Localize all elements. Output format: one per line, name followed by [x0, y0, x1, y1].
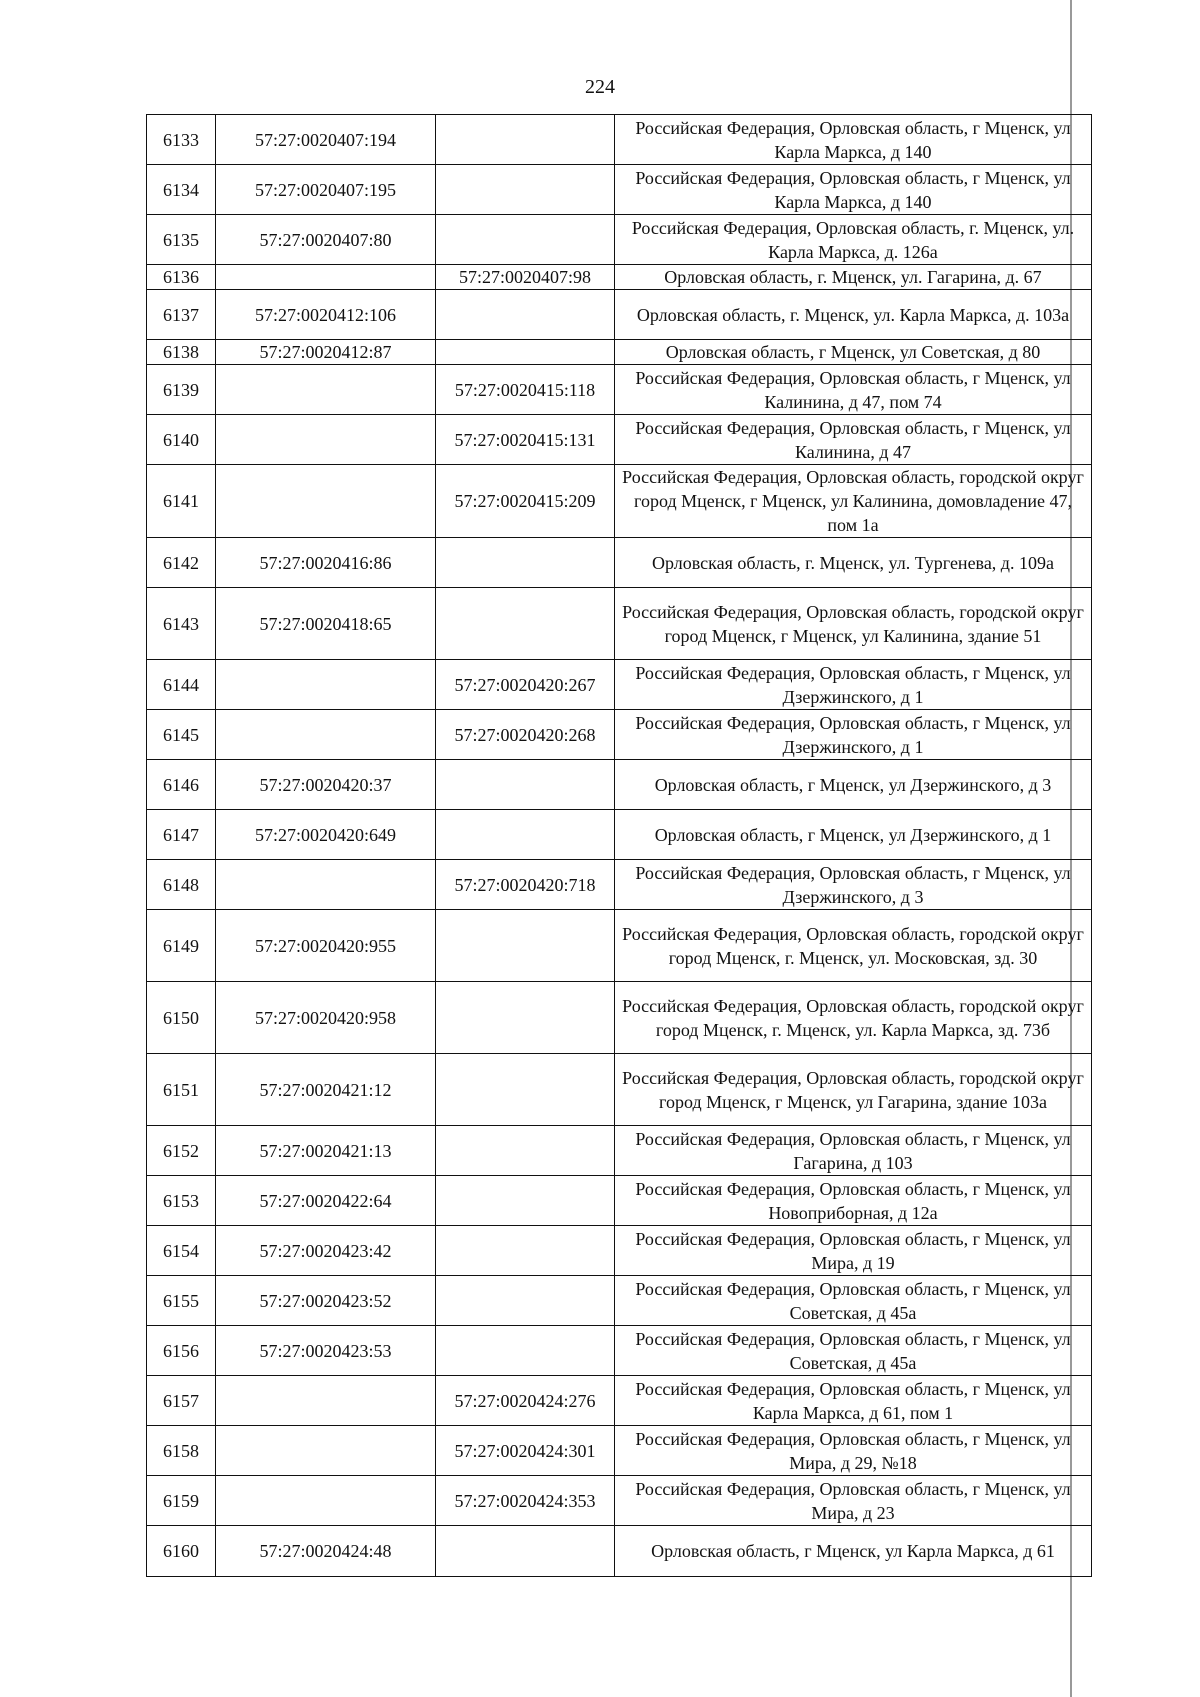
address-cell: Российская Федерация, Орловская область, г Мценск, ул Карла Маркса, д 140 — [615, 165, 1092, 215]
cadastral-number-cell: 57:27:0020412:106 — [216, 290, 436, 340]
linked-cadastral-number-cell — [436, 1054, 615, 1126]
cadastral-number-cell: 57:27:0020407:80 — [216, 215, 436, 265]
row-number-cell: 6146 — [147, 760, 216, 810]
row-number-cell: 6143 — [147, 588, 216, 660]
address-cell: Российская Федерация, Орловская область, г Мценск, ул Калинина, д 47, пом 74 — [615, 365, 1092, 415]
register-table — [146, 114, 1092, 1577]
row-number-cell: 6157 — [147, 1376, 216, 1426]
row-number-cell: 6155 — [147, 1276, 216, 1326]
linked-cadastral-number-cell — [436, 340, 615, 365]
linked-cadastral-number-cell: 57:27:0020420:718 — [436, 860, 615, 910]
linked-cadastral-number-cell — [436, 1126, 615, 1176]
row-number-cell: 6149 — [147, 910, 216, 982]
table-row — [147, 1054, 1092, 1126]
table-row — [147, 265, 1092, 290]
table-row — [147, 415, 1092, 465]
cadastral-number-cell: 57:27:0020421:12 — [216, 1054, 436, 1126]
linked-cadastral-number-cell — [436, 910, 615, 982]
table-row — [147, 538, 1092, 588]
address-cell: Российская Федерация, Орловская область, г Мценск, ул Гагарина, д 103 — [615, 1126, 1092, 1176]
table-row — [147, 760, 1092, 810]
address-cell: Российская Федерация, Орловская область, г Мценск, ул Карла Маркса, д 140 — [615, 115, 1092, 165]
table-row — [147, 1376, 1092, 1426]
cadastral-number-cell: 57:27:0020412:87 — [216, 340, 436, 365]
table-row — [147, 1426, 1092, 1476]
address-cell: Орловская область, г. Мценск, ул. Тургенева, д. 109а — [615, 538, 1092, 588]
row-number-cell: 6154 — [147, 1226, 216, 1276]
address-cell: Российская Федерация, Орловская область, г Мценск, ул Дзержинского, д 1 — [615, 710, 1092, 760]
table-row — [147, 860, 1092, 910]
address-cell: Российская Федерация, Орловская область, городской округ город Мценск, г. Мценск, ул. Карла Маркса, зд. 73б — [615, 982, 1092, 1054]
table-row — [147, 1226, 1092, 1276]
cadastral-number-cell: 57:27:0020418:65 — [216, 588, 436, 660]
table-row — [147, 588, 1092, 660]
row-number-cell: 6151 — [147, 1054, 216, 1126]
row-number-cell: 6159 — [147, 1476, 216, 1526]
linked-cadastral-number-cell — [436, 1176, 615, 1226]
register-table-body — [147, 115, 1092, 1577]
cadastral-number-cell — [216, 265, 436, 290]
address-cell: Российская Федерация, Орловская область, городской округ город Мценск, г. Мценск, ул. Московская, зд. 30 — [615, 910, 1092, 982]
row-number-cell: 6137 — [147, 290, 216, 340]
table-row — [147, 115, 1092, 165]
cadastral-number-cell — [216, 365, 436, 415]
table-row — [147, 365, 1092, 415]
address-cell: Российская Федерация, Орловская область, г Мценск, ул Мира, д 23 — [615, 1476, 1092, 1526]
cadastral-number-cell: 57:27:0020423:42 — [216, 1226, 436, 1276]
row-number-cell: 6135 — [147, 215, 216, 265]
linked-cadastral-number-cell — [436, 588, 615, 660]
address-cell: Российская Федерация, Орловская область, г Мценск, ул Мира, д 19 — [615, 1226, 1092, 1276]
row-number-cell: 6133 — [147, 115, 216, 165]
cadastral-number-cell — [216, 1426, 436, 1476]
table-row — [147, 1176, 1092, 1226]
table-row — [147, 1526, 1092, 1577]
row-number-cell: 6144 — [147, 660, 216, 710]
linked-cadastral-number-cell — [436, 215, 615, 265]
table-row — [147, 215, 1092, 265]
cadastral-number-cell: 57:27:0020420:37 — [216, 760, 436, 810]
cadastral-number-cell: 57:27:0020422:64 — [216, 1176, 436, 1226]
linked-cadastral-number-cell — [436, 1326, 615, 1376]
table-row — [147, 1276, 1092, 1326]
row-number-cell: 6136 — [147, 265, 216, 290]
cadastral-number-cell: 57:27:0020420:649 — [216, 810, 436, 860]
row-number-cell: 6142 — [147, 538, 216, 588]
row-number-cell: 6148 — [147, 860, 216, 910]
linked-cadastral-number-cell — [436, 1526, 615, 1577]
linked-cadastral-number-cell: 57:27:0020415:209 — [436, 465, 615, 538]
table-row — [147, 1326, 1092, 1376]
address-cell: Российская Федерация, Орловская область, г Мценск, ул Советская, д 45а — [615, 1276, 1092, 1326]
address-cell: Российская Федерация, Орловская область, г Мценск, ул Мира, д 29, №18 — [615, 1426, 1092, 1476]
address-cell: Орловская область, г. Мценск, ул. Гагарина, д. 67 — [615, 265, 1092, 290]
row-number-cell: 6139 — [147, 365, 216, 415]
address-cell: Российская Федерация, Орловская область, городской округ город Мценск, г Мценск, ул Калинина, домовладение 47, пом 1а — [615, 465, 1092, 538]
address-cell: Российская Федерация, Орловская область, г Мценск, ул Карла Маркса, д 61, пом 1 — [615, 1376, 1092, 1426]
linked-cadastral-number-cell — [436, 290, 615, 340]
linked-cadastral-number-cell — [436, 810, 615, 860]
linked-cadastral-number-cell — [436, 1276, 615, 1326]
linked-cadastral-number-cell: 57:27:0020415:118 — [436, 365, 615, 415]
address-cell: Российская Федерация, Орловская область, г Мценск, ул Новоприборная, д 12а — [615, 1176, 1092, 1226]
table-row — [147, 710, 1092, 760]
row-number-cell: 6153 — [147, 1176, 216, 1226]
cadastral-number-cell — [216, 1476, 436, 1526]
address-cell: Российская Федерация, Орловская область, городской округ город Мценск, г Мценск, ул Калинина, здание 51 — [615, 588, 1092, 660]
cadastral-number-cell — [216, 660, 436, 710]
table-row — [147, 982, 1092, 1054]
linked-cadastral-number-cell — [436, 982, 615, 1054]
address-cell: Российская Федерация, Орловская область, г Мценск, ул Дзержинского, д 3 — [615, 860, 1092, 910]
cadastral-number-cell: 57:27:0020424:48 — [216, 1526, 436, 1577]
linked-cadastral-number-cell: 57:27:0020424:276 — [436, 1376, 615, 1426]
cadastral-number-cell: 57:27:0020423:53 — [216, 1326, 436, 1376]
cadastral-number-cell: 57:27:0020421:13 — [216, 1126, 436, 1176]
address-cell: Орловская область, г. Мценск, ул. Карла Маркса, д. 103а — [615, 290, 1092, 340]
row-number-cell: 6140 — [147, 415, 216, 465]
linked-cadastral-number-cell: 57:27:0020424:301 — [436, 1426, 615, 1476]
linked-cadastral-number-cell — [436, 115, 615, 165]
linked-cadastral-number-cell: 57:27:0020415:131 — [436, 415, 615, 465]
address-cell: Орловская область, г Мценск, ул Карла Маркса, д 61 — [615, 1526, 1092, 1577]
address-cell: Российская Федерация, Орловская область, г. Мценск, ул. Карла Маркса, д. 126а — [615, 215, 1092, 265]
address-cell: Российская Федерация, Орловская область, г Мценск, ул Советская, д 45а — [615, 1326, 1092, 1376]
row-number-cell: 6160 — [147, 1526, 216, 1577]
address-cell: Российская Федерация, Орловская область, городской округ город Мценск, г Мценск, ул Гагарина, здание 103а — [615, 1054, 1092, 1126]
row-number-cell: 6156 — [147, 1326, 216, 1376]
table-row — [147, 465, 1092, 538]
address-cell: Орловская область, г Мценск, ул Дзержинского, д 1 — [615, 810, 1092, 860]
linked-cadastral-number-cell — [436, 760, 615, 810]
cadastral-number-cell: 57:27:0020420:958 — [216, 982, 436, 1054]
cadastral-number-cell — [216, 860, 436, 910]
table-row — [147, 660, 1092, 710]
cadastral-number-cell: 57:27:0020423:52 — [216, 1276, 436, 1326]
linked-cadastral-number-cell: 57:27:0020420:267 — [436, 660, 615, 710]
cadastral-number-cell — [216, 1376, 436, 1426]
address-cell: Российская Федерация, Орловская область, г Мценск, ул Калинина, д 47 — [615, 415, 1092, 465]
linked-cadastral-number-cell: 57:27:0020420:268 — [436, 710, 615, 760]
linked-cadastral-number-cell — [436, 1226, 615, 1276]
cadastral-number-cell: 57:27:0020407:194 — [216, 115, 436, 165]
row-number-cell: 6134 — [147, 165, 216, 215]
cadastral-number-cell — [216, 710, 436, 760]
cadastral-number-cell — [216, 465, 436, 538]
cadastral-number-cell — [216, 415, 436, 465]
row-number-cell: 6147 — [147, 810, 216, 860]
table-row — [147, 810, 1092, 860]
cadastral-number-cell: 57:27:0020416:86 — [216, 538, 436, 588]
address-cell: Орловская область, г Мценск, ул Советская, д 80 — [615, 340, 1092, 365]
address-cell: Российская Федерация, Орловская область, г Мценск, ул Дзержинского, д 1 — [615, 660, 1092, 710]
row-number-cell: 6150 — [147, 982, 216, 1054]
page-number: 224 — [585, 76, 615, 98]
address-cell: Орловская область, г Мценск, ул Дзержинского, д 3 — [615, 760, 1092, 810]
table-row — [147, 165, 1092, 215]
row-number-cell: 6158 — [147, 1426, 216, 1476]
table-row — [147, 910, 1092, 982]
linked-cadastral-number-cell: 57:27:0020407:98 — [436, 265, 615, 290]
table-row — [147, 290, 1092, 340]
cadastral-number-cell: 57:27:0020420:955 — [216, 910, 436, 982]
linked-cadastral-number-cell — [436, 538, 615, 588]
table-row — [147, 1126, 1092, 1176]
row-number-cell: 6145 — [147, 710, 216, 760]
row-number-cell: 6141 — [147, 465, 216, 538]
table-row — [147, 1476, 1092, 1526]
linked-cadastral-number-cell — [436, 165, 615, 215]
table-row — [147, 340, 1092, 365]
cadastral-number-cell: 57:27:0020407:195 — [216, 165, 436, 215]
row-number-cell: 6152 — [147, 1126, 216, 1176]
linked-cadastral-number-cell: 57:27:0020424:353 — [436, 1476, 615, 1526]
row-number-cell: 6138 — [147, 340, 216, 365]
